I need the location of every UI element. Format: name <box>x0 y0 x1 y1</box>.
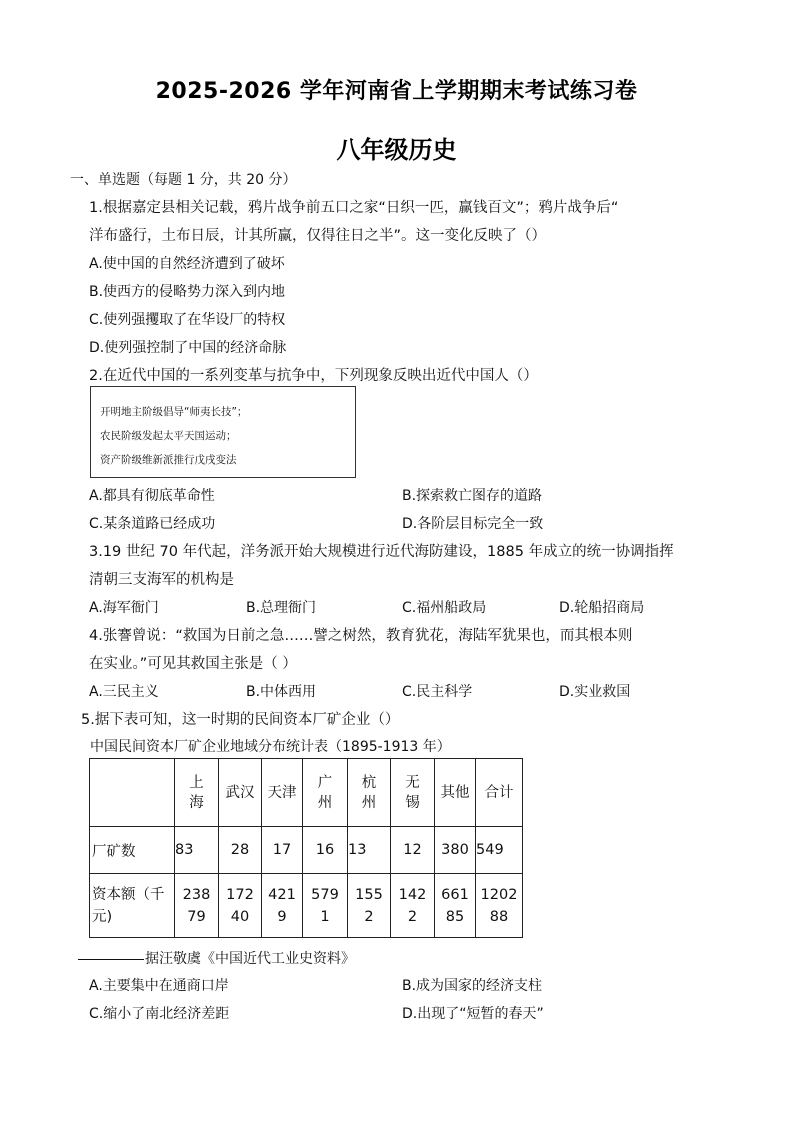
source-text: 据汪敬虞《中国近代工业史资料》 <box>145 951 355 967</box>
q5-option-d: D.出现了“短暂的春天” <box>402 1006 544 1022</box>
q3-option-a: A.海军衙门 <box>89 600 159 616</box>
table-cell: 4219 <box>262 874 303 938</box>
q2-stem: 2.在近代中国的一系列变革与抗争中，下列现象反映出近代中国人（） <box>89 368 538 384</box>
q3-stem-line2: 清朝三支海军的机构是 <box>89 572 234 588</box>
q2-material-line: 农民阶级发起太平天国运动； <box>100 430 237 442</box>
q2-option-c: C.某条道路已经成功 <box>89 516 216 532</box>
table-cell: 17 <box>262 827 303 874</box>
q5-option-c: C.缩小了南北经济差距 <box>89 1006 230 1022</box>
table-row <box>90 874 523 938</box>
table-header-row <box>90 759 523 827</box>
header-cell: 杭州 <box>348 759 391 827</box>
header-cell: 其他 <box>435 759 476 827</box>
table-cell: 23879 <box>175 874 219 938</box>
q3-option-b: B.总理衙门 <box>246 600 317 616</box>
enterprise-distribution-table <box>89 758 523 938</box>
q2-option-b: B.探索救亡图存的道路 <box>402 488 543 504</box>
q2-material-line: 开明地主阶级倡导“师夷长技”； <box>100 406 248 418</box>
table-cell: 83 <box>175 827 219 874</box>
q5-option-b: B.成为国家的经济支柱 <box>402 978 543 994</box>
q1-option-b: B.使西方的侵略势力深入到内地 <box>89 284 286 300</box>
q5-option-a: A.主要集中在通商口岸 <box>89 978 229 994</box>
row-label: 资本额（千元) <box>90 874 175 938</box>
q3-option-c: C.福州船政局 <box>402 600 487 616</box>
q4-option-a: A.三民主义 <box>89 684 159 700</box>
q2-option-d: D.各阶层目标完全一致 <box>402 516 544 532</box>
section-heading: 一、单选题（每题 1 分，共 20 分） <box>70 172 297 188</box>
header-cell: 上海 <box>175 759 219 827</box>
header-cell: 武汉 <box>219 759 262 827</box>
header-cell: 合计 <box>476 759 523 827</box>
table-cell: 120288 <box>476 874 523 938</box>
q1-stem-line2: 洋布盛行，土布日辰，计其所赢，仅得往日之半”。这一变化反映了（） <box>89 228 547 244</box>
table-cell: 16 <box>303 827 348 874</box>
q2-material-line: 资产阶级维新派推行戊戌变法 <box>100 454 237 466</box>
q1-option-c: C.使列强攫取了在华设厂的特权 <box>89 312 286 328</box>
q4-option-c: C.民主科学 <box>402 684 473 700</box>
q1-option-a: A.使中国的自然经济遭到了破坏 <box>89 256 285 272</box>
table-cell: 549 <box>476 827 523 874</box>
table-row <box>90 827 523 874</box>
q4-option-d: D.实业救国 <box>559 684 631 700</box>
table-cell: 1552 <box>348 874 391 938</box>
table-cell: 13 <box>348 827 391 874</box>
q5-table-source <box>78 948 355 968</box>
q5-table-title: 中国民间资本厂矿企业地域分布统计表（1895-1913 年） <box>90 739 451 755</box>
exam-subtitle: 八年级历史 <box>336 136 457 164</box>
table-cell: 380 <box>435 827 476 874</box>
q4-option-b: B.中体西用 <box>246 684 317 700</box>
q1-option-d: D.使列强控制了中国的经济命脉 <box>89 340 287 356</box>
q5-stem: 5.据下表可知，这一时期的民间资本厂矿企业（） <box>81 712 400 728</box>
header-cell: 天津 <box>262 759 303 827</box>
source-dash <box>78 959 144 960</box>
q4-stem-line2: 在实业。”可见其救国主张是（ ） <box>89 656 297 672</box>
exam-title: 2025-2026 学年河南省上学期期末考试练习卷 <box>155 79 638 104</box>
q3-stem-line1: 3.19 世纪 70 年代起，洋务派开始大规模进行近代海防建设，1885 年成立的统一协调指挥 <box>89 544 674 560</box>
table-cell: 66185 <box>435 874 476 938</box>
q2-material-box <box>90 386 356 478</box>
table-corner-cell <box>90 759 175 827</box>
q1-stem-line1: 1.根据嘉定县相关记载，鸦片战争前五口之家“日织一匹，赢钱百文”；鸦片战争后“ <box>89 200 619 216</box>
header-cell: 广州 <box>303 759 348 827</box>
q3-option-d: D.轮船招商局 <box>559 600 645 616</box>
table-cell: 17240 <box>219 874 262 938</box>
header-cell: 无锡 <box>391 759 435 827</box>
q2-option-a: A.都具有彻底革命性 <box>89 488 215 504</box>
row-label: 厂矿数 <box>90 827 175 874</box>
q4-stem-line1: 4.张謇曾说：“救国为日前之急……譬之树然，教育犹花，海陆军犹果也，而其根本则 <box>89 628 633 644</box>
table-cell: 1422 <box>391 874 435 938</box>
table-cell: 5791 <box>303 874 348 938</box>
table-cell: 28 <box>219 827 262 874</box>
table-cell: 12 <box>391 827 435 874</box>
